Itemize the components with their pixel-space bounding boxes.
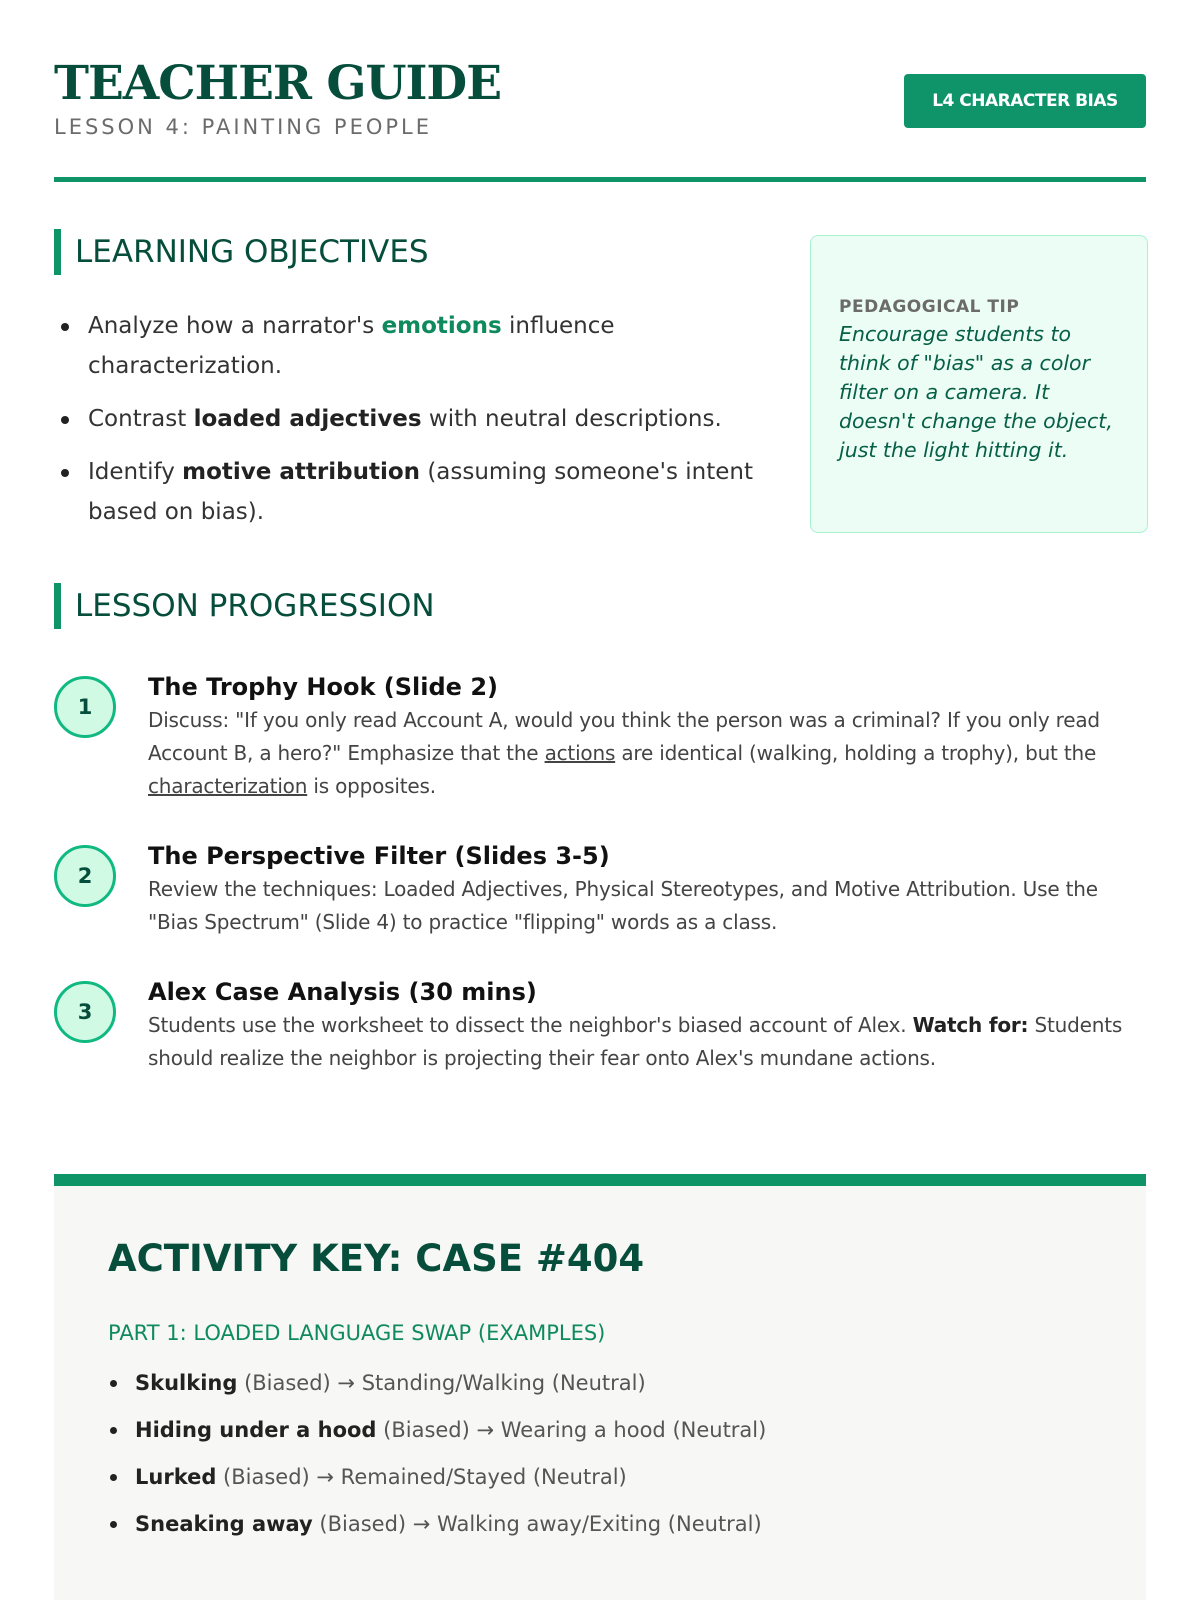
step-text: Students use the worksheet to dissect the neighbor's biased account of Alex. xyxy=(148,1013,913,1037)
step-text: Students should realize the neighbor is projecting their fear onto Alex's mundane actions. xyxy=(148,1013,1123,1070)
biased-word: Lurked xyxy=(135,1465,217,1489)
objective-text: influence characterization. xyxy=(88,313,615,379)
step-title: The Perspective Filter (Slides 3-5) xyxy=(148,842,610,870)
objectives-heading: LEARNING OBJECTIVES xyxy=(54,229,429,275)
step-emphasis: Watch for: xyxy=(912,1013,1029,1037)
objective-keyword: loaded adjectives xyxy=(193,406,422,432)
step-body xyxy=(148,704,1146,803)
page-subtitle: LESSON 4: PAINTING PEOPLE xyxy=(54,115,433,139)
list-item xyxy=(108,1501,1092,1548)
list-item xyxy=(108,1454,1092,1501)
activity-key-title: ACTIVITY KEY: CASE #404 xyxy=(108,1237,645,1280)
step-body: Review the techniques: Loaded Adjectives, Physical Stereotypes, and Motive Attribution. Use the "Bias Spectrum" (Slide 4) to practice "flipping" words as a class. xyxy=(148,877,1098,934)
step-text: Discuss: "If you only read Account A, would you think the person was a criminal? If you only read Account B, a hero?" Emphasize that the xyxy=(148,708,1100,765)
objective-keyword: motive attribution xyxy=(182,459,421,485)
pedagogical-tip-card xyxy=(810,235,1148,533)
lesson-badge: L4 CHARACTER BIAS xyxy=(904,74,1146,128)
objective-item xyxy=(54,399,774,439)
step-text: are identical (walking, holding a trophy), but the xyxy=(615,741,1097,765)
objective-text: Contrast xyxy=(88,406,194,432)
swap-text: (Biased) → Standing/Walking (Neutral) xyxy=(237,1371,646,1395)
step-underlined-term: actions xyxy=(544,741,616,765)
progression-steps xyxy=(54,670,1146,1075)
objective-item xyxy=(54,452,774,532)
step-underlined-term: characterization xyxy=(148,774,308,798)
biased-word: Hiding under a hood xyxy=(135,1418,377,1442)
objective-keyword: emotions xyxy=(381,313,502,339)
activity-key-panel xyxy=(54,1174,1146,1600)
objective-text: (assuming someone's intent based on bias). xyxy=(88,459,753,525)
step-title: Alex Case Analysis (30 mins) xyxy=(148,978,537,1006)
objective-text: Analyze how a narrator's xyxy=(88,313,382,339)
objectives-list xyxy=(54,306,774,545)
progression-step xyxy=(54,670,1146,803)
objective-text: Identify xyxy=(88,459,183,485)
progression-step xyxy=(54,975,1146,1075)
objective-text: with neutral descriptions. xyxy=(421,406,722,432)
step-text: is opposites. xyxy=(307,774,436,798)
activity-key-part-heading: PART 1: LOADED LANGUAGE SWAP (EXAMPLES) xyxy=(108,1321,606,1345)
progression-heading: LESSON PROGRESSION xyxy=(54,583,435,629)
biased-word: Sneaking away xyxy=(135,1512,313,1536)
swap-text: (Biased) → Walking away/Exiting (Neutral) xyxy=(312,1512,762,1536)
step-number-badge: 1 xyxy=(54,676,116,738)
biased-word: Skulking xyxy=(135,1371,238,1395)
progression-step xyxy=(54,839,1146,939)
swap-text: (Biased) → Remained/Stayed (Neutral) xyxy=(216,1465,627,1489)
loaded-language-list xyxy=(108,1360,1092,1548)
swap-text: (Biased) → Wearing a hood (Neutral) xyxy=(376,1418,767,1442)
step-title: The Trophy Hook (Slide 2) xyxy=(148,673,498,701)
list-item xyxy=(108,1407,1092,1454)
tip-body: Encourage students to think of "bias" as a color filter on a camera. It doesn't change the object, just the light hitting it. xyxy=(839,322,1113,462)
step-body xyxy=(148,1009,1146,1075)
tip-label: PEDAGOGICAL TIP xyxy=(839,297,1020,317)
page-header xyxy=(54,56,1146,182)
objective-item xyxy=(54,306,774,386)
step-number-badge: 2 xyxy=(54,845,116,907)
page-title: TEACHER GUIDE xyxy=(54,56,502,111)
list-item xyxy=(108,1360,1092,1407)
step-number-badge: 3 xyxy=(54,981,116,1043)
